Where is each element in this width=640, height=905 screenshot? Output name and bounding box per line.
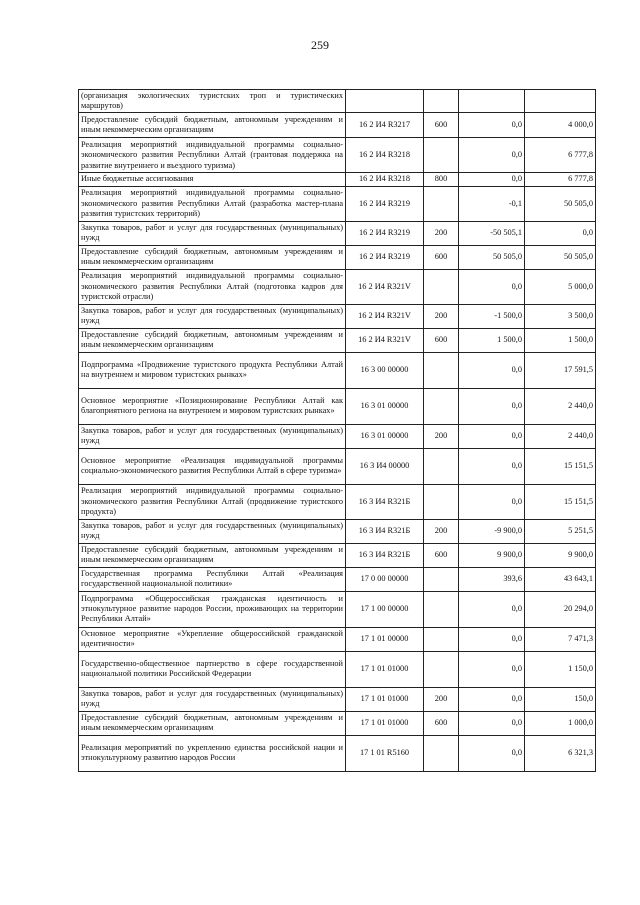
- row-expense-type: [424, 567, 459, 591]
- row-classification-code: 17 1 01 00000: [346, 627, 424, 651]
- row-amount-change: [459, 90, 525, 113]
- row-amount-change: 0,0: [459, 484, 525, 519]
- table-row: [79, 113, 596, 138]
- table-row: [79, 567, 596, 591]
- row-classification-code: 16 2 И4 R321V: [346, 269, 424, 304]
- row-classification-code: [346, 90, 424, 113]
- row-description: Предоставление субсидий бюджетным, автономным учреждениям и иным некоммерческим организациям: [79, 711, 346, 735]
- row-description: Основное мероприятие «Укрепление общероссийской гражданской идентичности»: [79, 627, 346, 651]
- row-amount-change: -1 500,0: [459, 304, 525, 328]
- row-classification-code: 16 3 01 00000: [346, 388, 424, 424]
- row-amount-total: 1 150,0: [525, 651, 596, 687]
- row-amount-change: 0,0: [459, 388, 525, 424]
- row-amount-total: 7 471,3: [525, 627, 596, 651]
- row-amount-change: 0,0: [459, 113, 525, 138]
- row-description: Закупка товаров, работ и услуг для государственных (муниципальных) нужд: [79, 304, 346, 328]
- row-classification-code: 16 2 И4 R321V: [346, 328, 424, 352]
- row-amount-total: 6 321,3: [525, 735, 596, 771]
- row-classification-code: 16 3 01 00000: [346, 424, 424, 448]
- row-amount-total: 150,0: [525, 687, 596, 711]
- table-row: [79, 448, 596, 484]
- row-description: Основное мероприятие «Позиционирование Республики Алтай как благоприятного региона на внутреннем и мировом туристских рынках»: [79, 388, 346, 424]
- row-description: Предоставление субсидий бюджетным, автономным учреждениям и иным некоммерческим организациям: [79, 245, 346, 269]
- row-description: Реализация мероприятий по укреплению единства российской нации и этнокультурному развитию народов России: [79, 735, 346, 771]
- row-amount-change: -9 900,0: [459, 519, 525, 543]
- table-row: [79, 328, 596, 352]
- row-description: Закупка товаров, работ и услуг для государственных (муниципальных) нужд: [79, 687, 346, 711]
- row-amount-total: 5 000,0: [525, 269, 596, 304]
- budget-table-body: [79, 90, 596, 772]
- row-classification-code: 16 2 И4 R3218: [346, 173, 424, 186]
- row-amount-change: 50 505,0: [459, 245, 525, 269]
- page-number: 259: [311, 38, 329, 52]
- row-description: Закупка товаров, работ и услуг для государственных (муниципальных) нужд: [79, 519, 346, 543]
- table-row: [79, 735, 596, 771]
- row-expense-type: [424, 388, 459, 424]
- row-expense-type: 800: [424, 173, 459, 186]
- table-row: [79, 173, 596, 186]
- table-row: [79, 304, 596, 328]
- row-classification-code: 17 1 01 R5160: [346, 735, 424, 771]
- table-row: [79, 687, 596, 711]
- row-classification-code: 16 2 И4 R321V: [346, 304, 424, 328]
- row-description: Закупка товаров, работ и услуг для государственных (муниципальных) нужд: [79, 424, 346, 448]
- row-classification-code: 16 2 И4 R3217: [346, 113, 424, 138]
- row-classification-code: 17 0 00 00000: [346, 567, 424, 591]
- table-row: [79, 543, 596, 567]
- row-expense-type: [424, 651, 459, 687]
- row-expense-type: [424, 448, 459, 484]
- row-expense-type: 200: [424, 221, 459, 245]
- row-amount-change: 0,0: [459, 138, 525, 173]
- row-expense-type: [424, 627, 459, 651]
- row-expense-type: 200: [424, 304, 459, 328]
- row-amount-total: 50 505,0: [525, 186, 596, 221]
- row-expense-type: 200: [424, 519, 459, 543]
- row-classification-code: 16 2 И4 R3219: [346, 245, 424, 269]
- row-amount-change: 0,0: [459, 591, 525, 627]
- table-row: [79, 186, 596, 221]
- row-expense-type: 600: [424, 113, 459, 138]
- table-row: [79, 424, 596, 448]
- row-classification-code: 16 2 И4 R3218: [346, 138, 424, 173]
- row-expense-type: [424, 591, 459, 627]
- table-row: [79, 484, 596, 519]
- row-expense-type: 600: [424, 328, 459, 352]
- row-description: Предоставление субсидий бюджетным, автономным учреждениям и иным некоммерческим организациям: [79, 543, 346, 567]
- row-description: Предоставление субсидий бюджетным, автономным учреждениям и иным некоммерческим организациям: [79, 328, 346, 352]
- row-expense-type: [424, 269, 459, 304]
- row-amount-total: 0,0: [525, 221, 596, 245]
- row-description: Подпрограмма «Продвижение туристского продукта Республики Алтай на внутреннем и мировом туристских рынках»: [79, 352, 346, 388]
- row-description: Реализация мероприятий индивидуальной программы социально-экономического развития Республики Алтай (грантовая поддержка на развитие внутреннего и въездного туризма): [79, 138, 346, 173]
- row-description: Основное мероприятие «Реализация индивидуальной программы социально-экономического развития Республики Алтай в сфере туризма»: [79, 448, 346, 484]
- row-description: Подпрограмма «Общероссийская гражданская идентичность и этнокультурное развитие народов России, проживающих на территории Республики Алтай»: [79, 591, 346, 627]
- table-row: [79, 90, 596, 113]
- row-amount-change: 0,0: [459, 352, 525, 388]
- table-row: [79, 352, 596, 388]
- row-amount-total: 1 000,0: [525, 711, 596, 735]
- row-classification-code: 17 1 01 01000: [346, 687, 424, 711]
- row-amount-total: 9 900,0: [525, 543, 596, 567]
- row-amount-change: 0,0: [459, 173, 525, 186]
- row-amount-total: 6 777,8: [525, 138, 596, 173]
- row-amount-total: 20 294,0: [525, 591, 596, 627]
- row-description: Реализация мероприятий индивидуальной программы социально-экономического развития Республики Алтай (продвижение туристского продукта): [79, 484, 346, 519]
- row-amount-total: 3 500,0: [525, 304, 596, 328]
- row-classification-code: 17 1 01 01000: [346, 651, 424, 687]
- row-amount-total: 4 000,0: [525, 113, 596, 138]
- table-row: [79, 221, 596, 245]
- row-description: Государственная программа Республики Алтай «Реализация государственной национальной политики»: [79, 567, 346, 591]
- row-amount-total: [525, 90, 596, 113]
- row-classification-code: 16 2 И4 R3219: [346, 186, 424, 221]
- table-row: [79, 388, 596, 424]
- row-classification-code: 16 3 00 00000: [346, 352, 424, 388]
- table-row: [79, 711, 596, 735]
- row-amount-total: 6 777,8: [525, 173, 596, 186]
- row-amount-change: 0,0: [459, 711, 525, 735]
- row-classification-code: 16 2 И4 R3219: [346, 221, 424, 245]
- row-expense-type: [424, 352, 459, 388]
- row-amount-change: 0,0: [459, 687, 525, 711]
- row-amount-total: 1 500,0: [525, 328, 596, 352]
- row-amount-total: 15 151,5: [525, 484, 596, 519]
- row-description: Иные бюджетные ассигнования: [79, 173, 346, 186]
- row-description: Государственно-общественное партнерство в сфере государственной национальной политики Российской Федерации: [79, 651, 346, 687]
- row-classification-code: 16 3 И4 R321Б: [346, 543, 424, 567]
- row-amount-total: 2 440,0: [525, 388, 596, 424]
- table-row: [79, 651, 596, 687]
- table-row: [79, 269, 596, 304]
- row-classification-code: 17 1 00 00000: [346, 591, 424, 627]
- row-expense-type: 600: [424, 543, 459, 567]
- row-expense-type: [424, 90, 459, 113]
- row-amount-change: 1 500,0: [459, 328, 525, 352]
- row-amount-total: 5 251,5: [525, 519, 596, 543]
- row-expense-type: 600: [424, 711, 459, 735]
- budget-table: [78, 89, 596, 772]
- row-amount-change: 9 900,0: [459, 543, 525, 567]
- row-amount-total: 2 440,0: [525, 424, 596, 448]
- row-amount-change: 0,0: [459, 448, 525, 484]
- row-classification-code: 16 3 И4 R321Б: [346, 484, 424, 519]
- row-amount-change: -50 505,1: [459, 221, 525, 245]
- row-amount-change: -0,1: [459, 186, 525, 221]
- row-amount-change: 0,0: [459, 651, 525, 687]
- row-description: Предоставление субсидий бюджетным, автономным учреждениям и иным некоммерческим организациям: [79, 113, 346, 138]
- row-description: Реализация мероприятий индивидуальной программы социально-экономического развития Республики Алтай (разработка мастер-плана развития туристских территорий): [79, 186, 346, 221]
- row-expense-type: [424, 735, 459, 771]
- row-expense-type: [424, 138, 459, 173]
- row-description: (организация экологических туристских троп и туристических маршрутов): [79, 90, 346, 113]
- row-amount-change: 0,0: [459, 627, 525, 651]
- row-classification-code: 16 3 И4 00000: [346, 448, 424, 484]
- row-amount-total: 43 643,1: [525, 567, 596, 591]
- table-row: [79, 591, 596, 627]
- row-amount-total: 50 505,0: [525, 245, 596, 269]
- row-description: Закупка товаров, работ и услуг для государственных (муниципальных) нужд: [79, 221, 346, 245]
- row-amount-change: 0,0: [459, 269, 525, 304]
- row-classification-code: 16 3 И4 R321Б: [346, 519, 424, 543]
- row-expense-type: 600: [424, 245, 459, 269]
- table-row: [79, 138, 596, 173]
- row-expense-type: 200: [424, 424, 459, 448]
- table-row: [79, 519, 596, 543]
- table-row: [79, 245, 596, 269]
- row-amount-total: 15 151,5: [525, 448, 596, 484]
- row-amount-change: 393,6: [459, 567, 525, 591]
- row-expense-type: [424, 484, 459, 519]
- row-amount-total: 17 591,5: [525, 352, 596, 388]
- row-amount-change: 0,0: [459, 735, 525, 771]
- row-description: Реализация мероприятий индивидуальной программы социально-экономического развития Республики Алтай (подготовка кадров для туристской отрасли): [79, 269, 346, 304]
- row-amount-change: 0,0: [459, 424, 525, 448]
- table-row: [79, 627, 596, 651]
- row-expense-type: [424, 186, 459, 221]
- row-expense-type: 200: [424, 687, 459, 711]
- row-classification-code: 17 1 01 01000: [346, 711, 424, 735]
